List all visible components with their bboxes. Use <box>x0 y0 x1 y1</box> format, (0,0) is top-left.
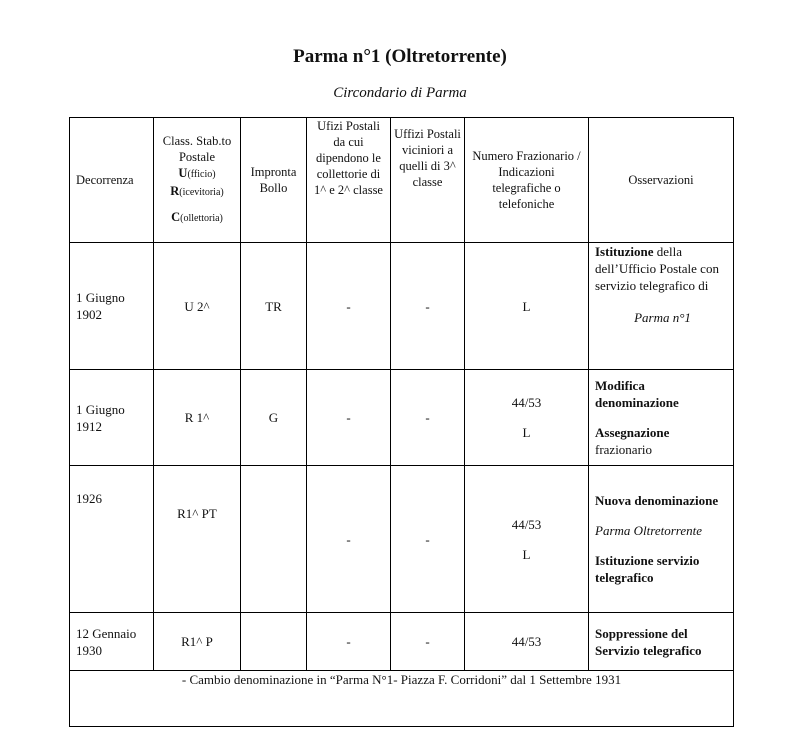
cell-decorrenza: 1 Giugno 1912 <box>70 370 154 466</box>
cell-bollo <box>241 613 307 671</box>
page-subtitle: Circondario di Parma <box>333 85 467 101</box>
table-row <box>70 613 734 671</box>
cell-bollo: G <box>241 370 307 466</box>
cell-bollo: TR <box>241 243 307 370</box>
obs-italic: Parma Oltretorrente <box>595 523 702 538</box>
header-class-line2: Postale <box>178 150 216 164</box>
cell-classe: U 2^ <box>154 243 241 370</box>
obs-bold: Istituzione <box>595 244 654 259</box>
history-table <box>69 117 734 727</box>
cell-uffizi-dipendenza: - <box>307 243 391 370</box>
obs-bold: Modifica denominazione <box>595 378 679 410</box>
cell-osservazioni <box>589 613 734 671</box>
obs-text: della dell’Ufficio Postale con servizio telegrafico di <box>595 244 719 293</box>
header-osservazioni: Osservazioni <box>589 118 734 243</box>
header-class-u-rest: (fficio) <box>187 169 216 180</box>
cell-numero <box>465 466 589 613</box>
cell-uffizi-viciniori: - <box>391 466 465 613</box>
header-numero: Numero Frazionario / Indicazioni telegrafiche o telefoniche <box>465 118 589 243</box>
cell-osservazioni <box>589 370 734 466</box>
footnote-row <box>70 671 734 727</box>
numero-line1: 44/53 <box>511 395 542 410</box>
cell-numero: L <box>465 243 589 370</box>
header-classificazione <box>154 118 241 243</box>
numero-line2: L <box>522 425 531 440</box>
cell-uffizi-dipendenza: - <box>307 466 391 613</box>
header-class-c: C <box>171 210 181 224</box>
header-decorrenza: Decorrenza <box>70 118 154 243</box>
header-uffizi-dipendenza: Ufizi Postali da cui dipendono le collettorie di 1^ e 2^ classe <box>307 118 391 243</box>
obs-bold: Soppressione del Servizio telegrafico <box>595 625 702 658</box>
cell-uffizi-viciniori: - <box>391 370 465 466</box>
header-class-r: R <box>170 184 180 198</box>
obs-bold-2: Istituzione servizio telegrafico <box>595 553 700 585</box>
numero-line2: L <box>522 546 531 562</box>
cell-classe: R1^ P <box>154 613 241 671</box>
header-class-r-rest: (icevitoria) <box>179 187 224 198</box>
table-row <box>70 466 734 613</box>
numero-line1: 44/53 <box>511 516 542 532</box>
header-class-line1: Class. Stab.to <box>162 134 232 148</box>
header-class-c-rest: (ollettoria) <box>180 213 223 224</box>
obs-italic: Parma n°1 <box>634 310 691 325</box>
obs-bold: Nuova denominazione <box>595 493 719 508</box>
cell-uffizi-viciniori: - <box>391 613 465 671</box>
table-row <box>70 243 734 370</box>
cell-decorrenza: 1926 <box>70 466 154 613</box>
cell-uffizi-dipendenza: - <box>307 370 391 466</box>
cell-numero: 44/53 <box>465 613 589 671</box>
obs-text: frazionario <box>595 442 653 457</box>
cell-osservazioni <box>589 243 734 370</box>
footnote: - Cambio denominazione in “Parma N°1- Piazza F. Corridoni” dal 1 Settembre 1931 <box>70 671 734 727</box>
header-impronta: Impronta Bollo <box>241 118 307 243</box>
table-row <box>70 370 734 466</box>
cell-uffizi-viciniori: - <box>391 243 465 370</box>
cell-numero <box>465 370 589 466</box>
obs-bold-2: Assegnazione <box>595 425 670 440</box>
cell-decorrenza: 12 Gennaio 1930 <box>70 613 154 671</box>
cell-classe: R 1^ <box>154 370 241 466</box>
cell-uffizi-dipendenza: - <box>307 613 391 671</box>
header-class-u: U <box>178 166 188 180</box>
cell-bollo <box>241 466 307 613</box>
cell-decorrenza: 1 Giugno 1902 <box>70 243 154 370</box>
header-row <box>70 118 734 243</box>
cell-classe: R1^ PT <box>154 466 241 613</box>
header-uffizi-viciniori: Uffizi Postali viciniori a quelli di 3^ classe <box>391 118 465 243</box>
page-title: Parma n°1 (Oltretorrente) <box>293 46 507 67</box>
cell-osservazioni <box>589 466 734 613</box>
